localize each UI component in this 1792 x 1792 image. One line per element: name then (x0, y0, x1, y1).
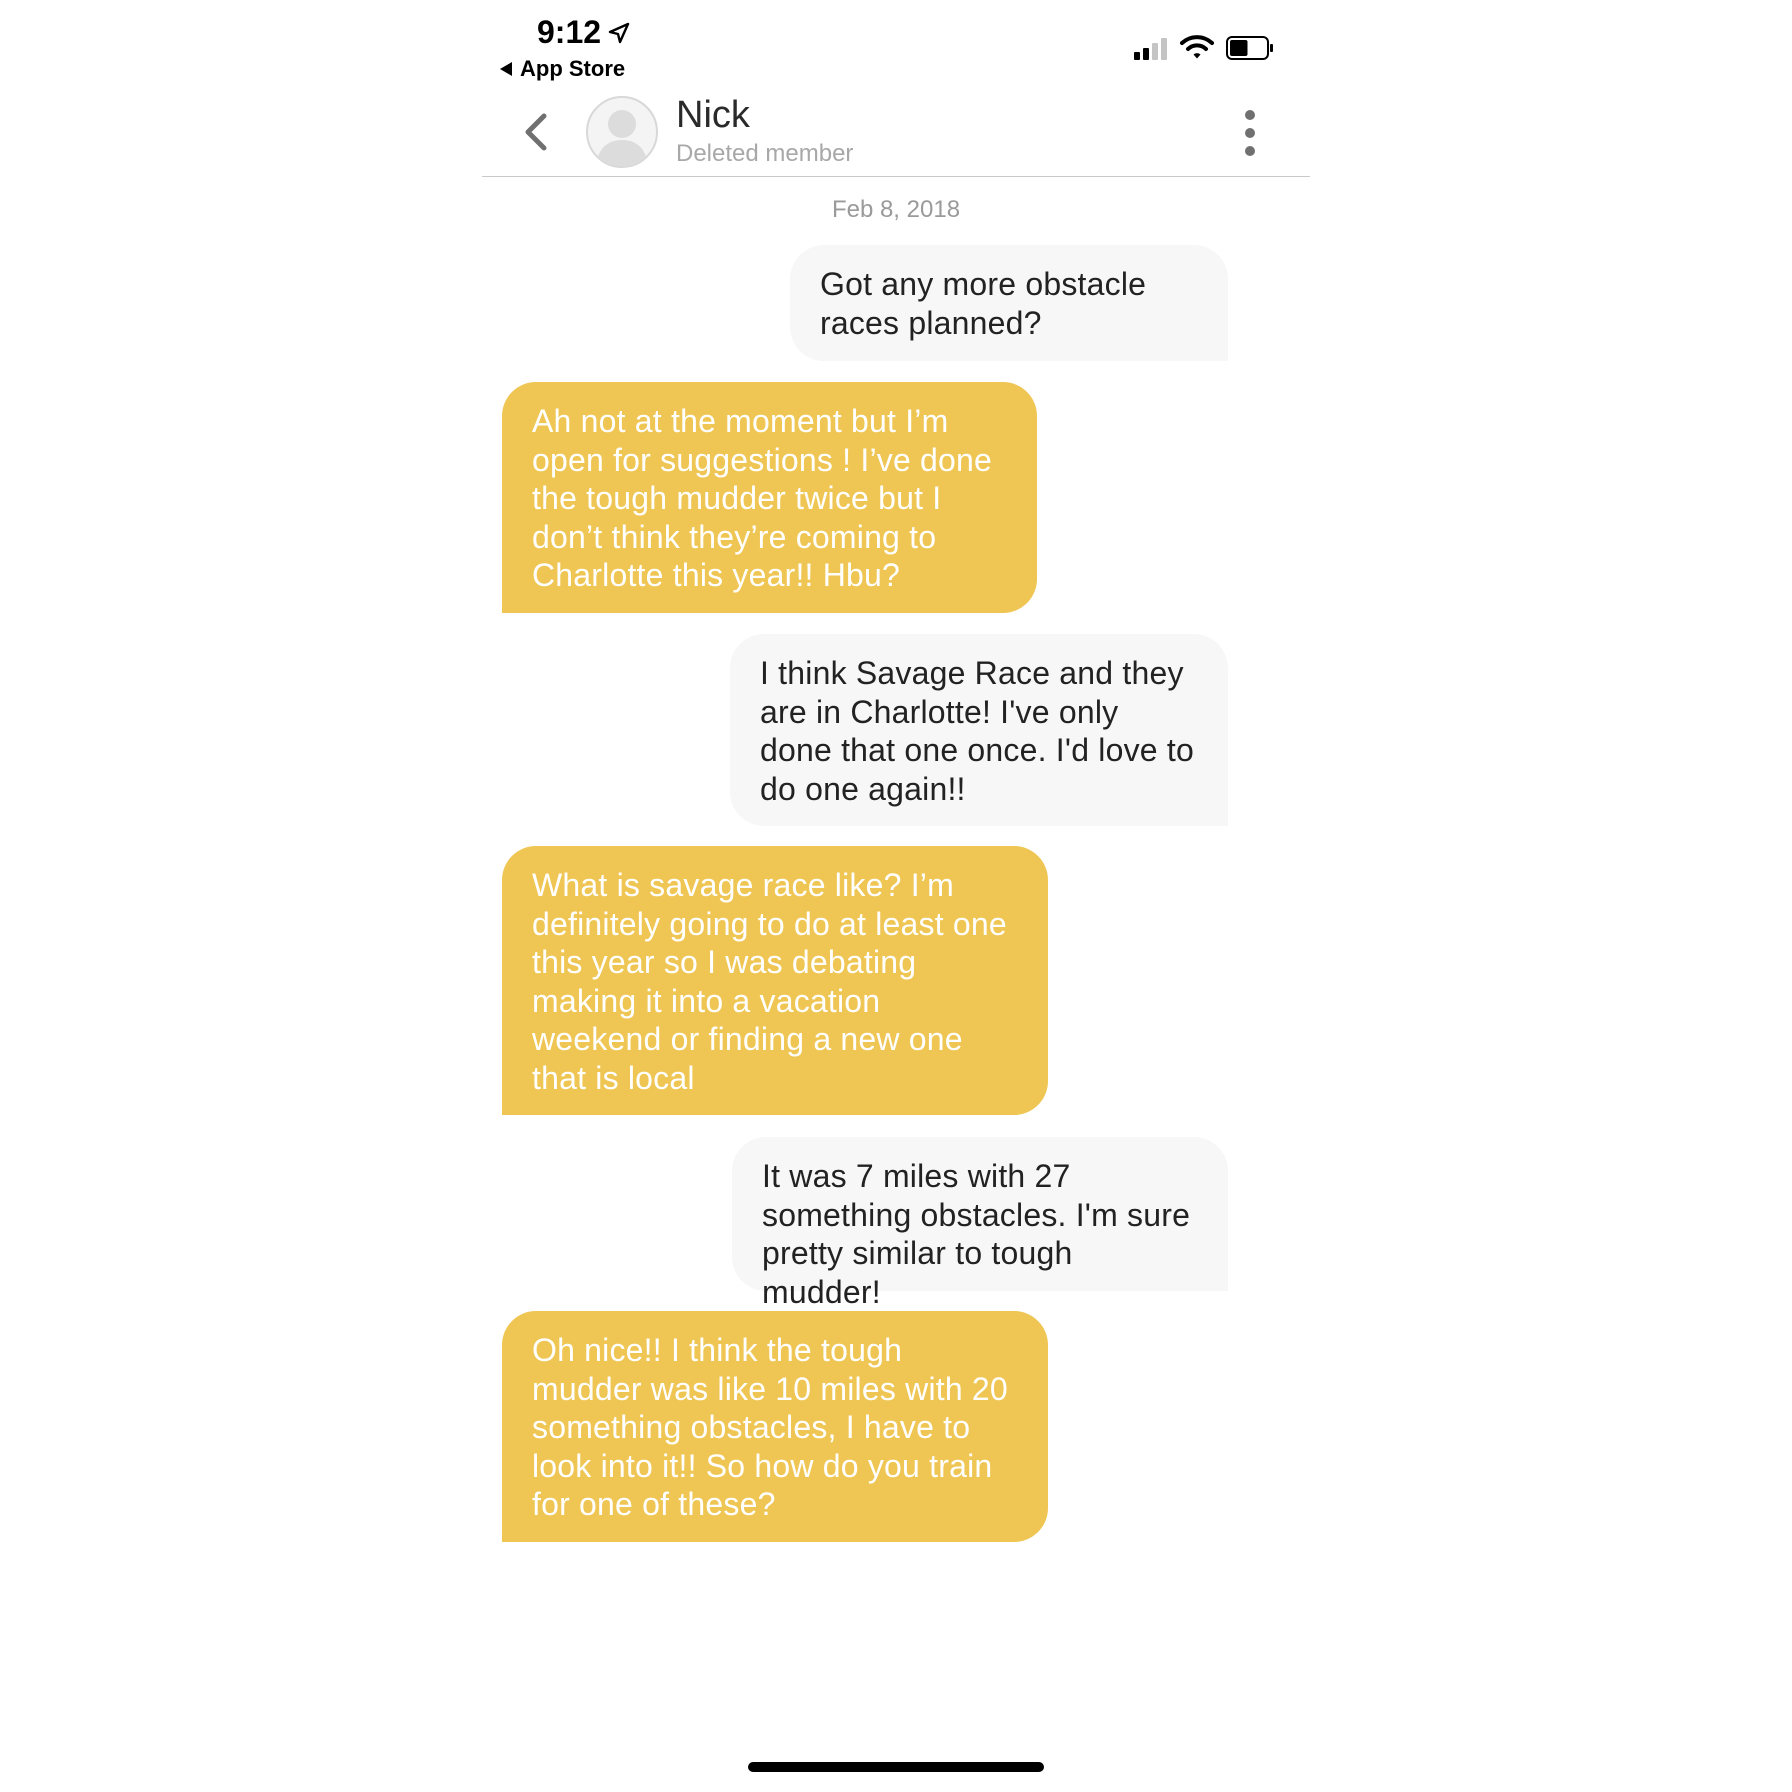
chevron-left-icon[interactable] (516, 108, 556, 156)
location-arrow-icon (607, 21, 631, 45)
chat-header (482, 90, 1310, 177)
home-indicator[interactable] (748, 1762, 1044, 1772)
message-bubble-received[interactable]: What is savage race like? I’m definitely going to do at least one this year so I was debating making it into a vacation weekend or finding a new one that is local (502, 846, 1048, 1115)
message-bubble-received[interactable]: Oh nice!! I think the tough mudder was like 10 miles with 20 something obstacles, I have to look into it!! So how do you train for one of these? (502, 1311, 1048, 1542)
message-bubble-sent[interactable]: Got any more obstacle races planned? (790, 245, 1228, 361)
contact-name[interactable]: Nick (676, 94, 750, 136)
message-bubble-received[interactable]: Ah not at the moment but I’m open for suggestions ! I’ve done the tough mudder twice but I don’t think they’re coming to Charlotte this year!! Hbu? (502, 382, 1037, 613)
battery-icon (1226, 36, 1274, 60)
message-bubble-sent[interactable]: I think Savage Race and they are in Charlotte! I've only done that one once. I'd love to do one again!! (730, 634, 1228, 826)
status-time-text: 9:12 (537, 14, 602, 50)
phone-screen (482, 0, 1310, 1792)
message-bubble-sent[interactable]: It was 7 miles with 27 something obstacles. I'm sure pretty similar to tough mudder! (732, 1137, 1228, 1291)
status-time (537, 14, 631, 51)
contact-subtitle: Deleted member (676, 140, 854, 167)
back-app-label: App Store (520, 56, 626, 81)
thread-date: Feb 8, 2018 (831, 196, 961, 223)
default-avatar-icon (588, 98, 656, 166)
vertical-ellipsis-icon[interactable] (1240, 110, 1260, 156)
avatar[interactable] (586, 96, 658, 168)
cellular-signal-icon (1134, 36, 1167, 60)
wifi-icon (1180, 34, 1214, 60)
back-triangle-icon (500, 62, 512, 76)
back-to-app-link[interactable] (500, 56, 625, 82)
